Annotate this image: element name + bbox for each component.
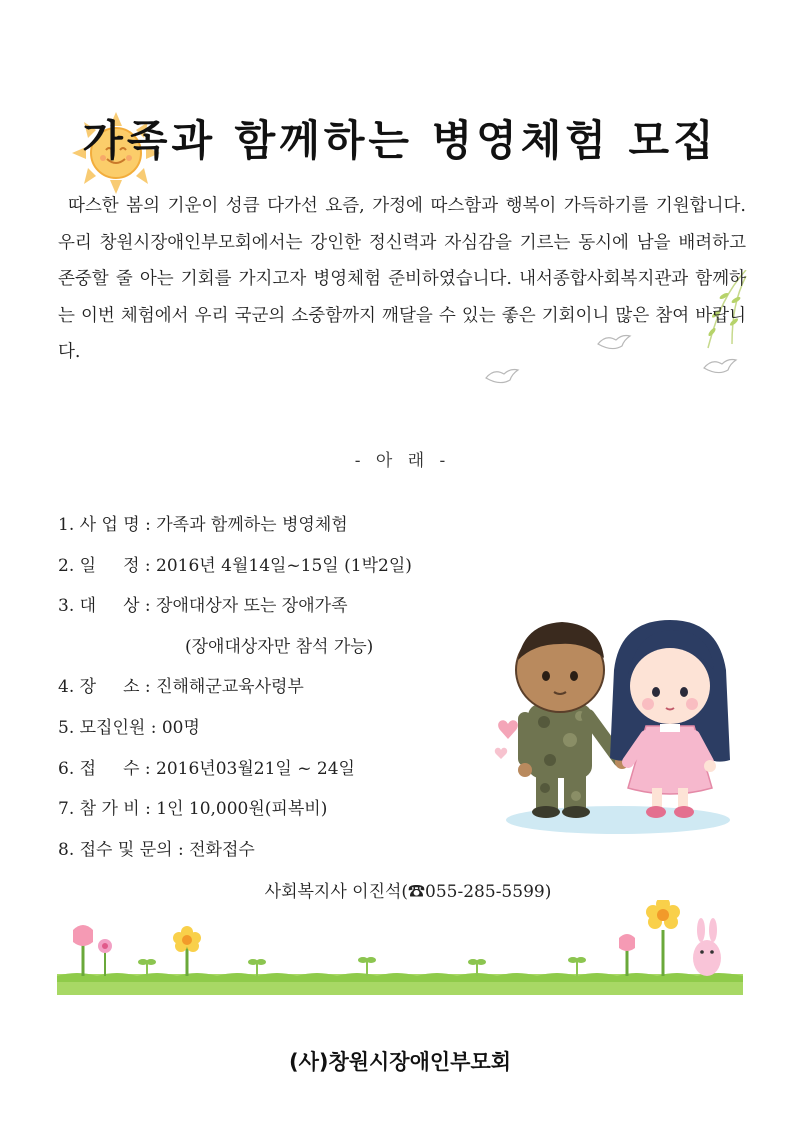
contact-line: 사회복지사 이진석(☎055-285-5599) <box>264 882 552 902</box>
flower-meadow-illustration <box>57 900 743 995</box>
soldier-and-girl-illustration <box>488 612 738 834</box>
list-item: 3. 대 상 : 장애대상자 또는 장애가족 <box>58 596 348 617</box>
intro-paragraph: 따스한 봄의 기운이 성큼 다가선 요즘, 가정에 따스함과 행복이 가득하기를 기원합니다. 우리 창원시장애인부모회에서는 강인한 정신력과 자심감을 기르는 동시에 남을 배려하고 존중할 줄 아는 기회를 가지고자 병영체험 준비하였습니다. 내서종합사회복지관과 함께하는 이번 체험에서 우리 국군의 소중함까지 깨달을 수 있는 좋은 기회이니 많은 참여 바랍니다. <box>58 196 746 362</box>
organization-name: (사)창원시장애인부모회 <box>288 1050 512 1074</box>
page-title: 가족과 함께하는 병영체험 모집 <box>82 116 718 165</box>
list-item: 1. 사 업 명 : 가족과 함께하는 병영체험 <box>58 515 348 535</box>
list-item: 4. 장 소 : 진해해군교육사령부 <box>58 677 304 698</box>
notice-heading: - 아 래 - <box>354 451 446 471</box>
list-item: 5. 모집인원 : 00명 <box>58 717 200 738</box>
list-item: 8. 접수 및 문의 : 전화접수 <box>58 839 255 860</box>
list-item: 2. 일 정 : 2016년 4월14일~15일 (1박2일) <box>58 555 412 576</box>
list-item-note: (장애대상자만 참석 가능) <box>185 636 374 657</box>
list-item: 6. 접 수 : 2016년03월21일 ~ 24일 <box>58 758 355 779</box>
list-item: 7. 참 가 비 : 1인 10,000원(피복비) <box>58 799 328 820</box>
